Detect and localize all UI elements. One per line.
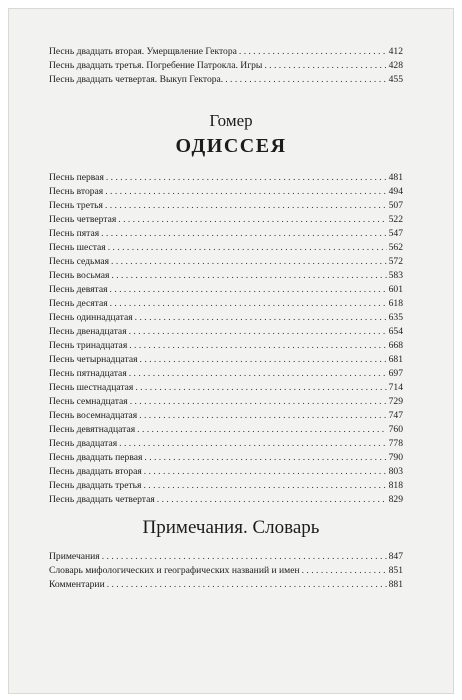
entry-title: Песнь седьмая (49, 256, 110, 267)
toc-entry (49, 353, 403, 367)
toc-entry (49, 395, 403, 409)
entry-title: Песнь двадцать четвертая. Выкуп Гектора. (49, 74, 224, 85)
entry-title: Песнь семнадцатая (49, 396, 128, 407)
entry-title: Песнь тринадцатая (49, 340, 128, 351)
entry-page: 507 (388, 200, 403, 211)
dot-leader (110, 297, 387, 311)
entry-page: 583 (388, 270, 403, 281)
entry-page: 455 (388, 74, 403, 85)
toc-entry (49, 465, 403, 479)
entry-title: Примечания (49, 551, 100, 562)
entry-page: 778 (388, 438, 403, 449)
odyssey-toc (49, 171, 403, 507)
entry-title: Песнь вторая (49, 186, 104, 197)
toc-entry (49, 325, 403, 339)
toc-entry (49, 59, 403, 73)
dot-leader (105, 199, 387, 213)
dot-leader (139, 409, 386, 423)
entry-page: 847 (388, 551, 403, 562)
toc-entry (49, 45, 403, 59)
toc-entry (49, 381, 403, 395)
notes-heading: Примечания. Словарь (142, 517, 320, 538)
entry-title: Песнь двадцать четвертая (49, 494, 155, 505)
notes-toc (49, 550, 403, 592)
dot-leader (157, 493, 387, 507)
entry-page: 729 (388, 396, 403, 407)
entry-title: Песнь шестая (49, 242, 106, 253)
toc-entry (49, 409, 403, 423)
entry-title: Песнь четвертая (49, 214, 117, 225)
dot-leader (225, 73, 386, 87)
toc-entry (49, 311, 403, 325)
entry-title: Песнь первая (49, 172, 104, 183)
entry-page: 818 (388, 480, 403, 491)
toc-entry (49, 171, 403, 185)
dot-leader (140, 353, 387, 367)
entry-page: 412 (388, 46, 403, 57)
entry-title: Песнь пятая (49, 228, 100, 239)
entry-page: 760 (388, 424, 403, 435)
dot-leader (105, 185, 386, 199)
entry-page: 481 (388, 172, 403, 183)
toc-entry (49, 185, 403, 199)
dot-leader (102, 550, 387, 564)
entry-page: 668 (388, 340, 403, 351)
dot-leader (119, 437, 386, 451)
entry-page: 494 (388, 186, 403, 197)
dot-leader (239, 45, 387, 59)
entry-title: Песнь девятнадцатая (49, 424, 136, 435)
entry-page: 601 (388, 284, 403, 295)
entry-title: Песнь двадцать вторая (49, 466, 142, 477)
dot-leader (129, 325, 387, 339)
entry-page: 428 (388, 60, 403, 71)
entry-title: Песнь одиннадцатая (49, 312, 133, 323)
entry-title: Комментарии (49, 579, 105, 590)
entry-page: 618 (388, 298, 403, 309)
entry-page: 803 (388, 466, 403, 477)
toc-entry (49, 367, 403, 381)
dot-leader (264, 59, 386, 73)
entry-page: 562 (388, 242, 403, 253)
toc-entry (49, 339, 403, 353)
dot-leader (107, 578, 387, 592)
entry-title: Песнь третья (49, 200, 103, 211)
entry-title: Песнь восьмая (49, 270, 110, 281)
toc-entry (49, 578, 403, 592)
dot-leader (108, 241, 387, 255)
book-page (8, 8, 454, 694)
entry-title: Песнь двадцатая (49, 438, 118, 449)
entry-title: Песнь двадцать третья (49, 480, 142, 491)
dot-leader (118, 213, 386, 227)
toc-entry (49, 564, 403, 578)
toc-entry (49, 199, 403, 213)
entry-title: Словарь мифологических и географических названий и имен (49, 565, 300, 576)
entry-page: 881 (388, 579, 403, 590)
entry-page: 654 (388, 326, 403, 337)
entry-page: 790 (388, 452, 403, 463)
toc-entry (49, 437, 403, 451)
dot-leader (302, 564, 387, 578)
toc-entry (49, 213, 403, 227)
entry-title: Песнь двадцать третья. Погребение Патрокла. Игры (49, 60, 263, 71)
dot-leader (129, 367, 387, 381)
toc-entry (49, 479, 403, 493)
author-heading: Гомер (209, 111, 253, 130)
entry-page: 572 (388, 256, 403, 267)
entry-page: 522 (388, 214, 403, 225)
toc-entry (49, 241, 403, 255)
dot-leader (129, 339, 386, 353)
toc-entry (49, 493, 403, 507)
toc-entry (49, 255, 403, 269)
dot-leader (135, 381, 386, 395)
entry-title: Песнь пятнадцатая (49, 368, 127, 379)
dot-leader (143, 479, 386, 493)
dot-leader (137, 423, 386, 437)
entry-page: 851 (388, 565, 403, 576)
toc-entry (49, 550, 403, 564)
entry-title: Песнь десятая (49, 298, 108, 309)
entry-page: 635 (388, 312, 403, 323)
toc-entry (49, 283, 403, 297)
toc-entry (49, 227, 403, 241)
entry-title: Песнь двадцать первая (49, 452, 143, 463)
dot-leader (106, 171, 387, 185)
toc-entry (49, 423, 403, 437)
entry-title: Песнь девятая (49, 284, 108, 295)
dot-leader (144, 451, 386, 465)
toc-entry (49, 269, 403, 283)
toc-entry (49, 451, 403, 465)
entry-title: Песнь четырнадцатая (49, 354, 138, 365)
entry-page: 697 (388, 368, 403, 379)
dot-leader (130, 395, 387, 409)
entry-page: 714 (388, 382, 403, 393)
entry-page: 747 (388, 410, 403, 421)
toc-entry (49, 73, 403, 87)
work-title: ОДИССЕЯ (175, 135, 287, 157)
entry-page: 681 (388, 354, 403, 365)
entry-page: 547 (388, 228, 403, 239)
dot-leader (135, 311, 387, 325)
dot-leader (144, 465, 387, 479)
dot-leader (111, 269, 386, 283)
dot-leader (101, 227, 386, 241)
entry-title: Песнь восемнадцатая (49, 410, 138, 421)
entry-page: 829 (388, 494, 403, 505)
toc-entry (49, 297, 403, 311)
entry-title: Песнь двенадцатая (49, 326, 127, 337)
dot-leader (111, 255, 387, 269)
entry-title: Песнь двадцать вторая. Умерщвление Гектора (49, 46, 237, 57)
entry-title: Песнь шестнадцатая (49, 382, 134, 393)
iliad-toc-tail (49, 45, 403, 87)
dot-leader (110, 283, 387, 297)
